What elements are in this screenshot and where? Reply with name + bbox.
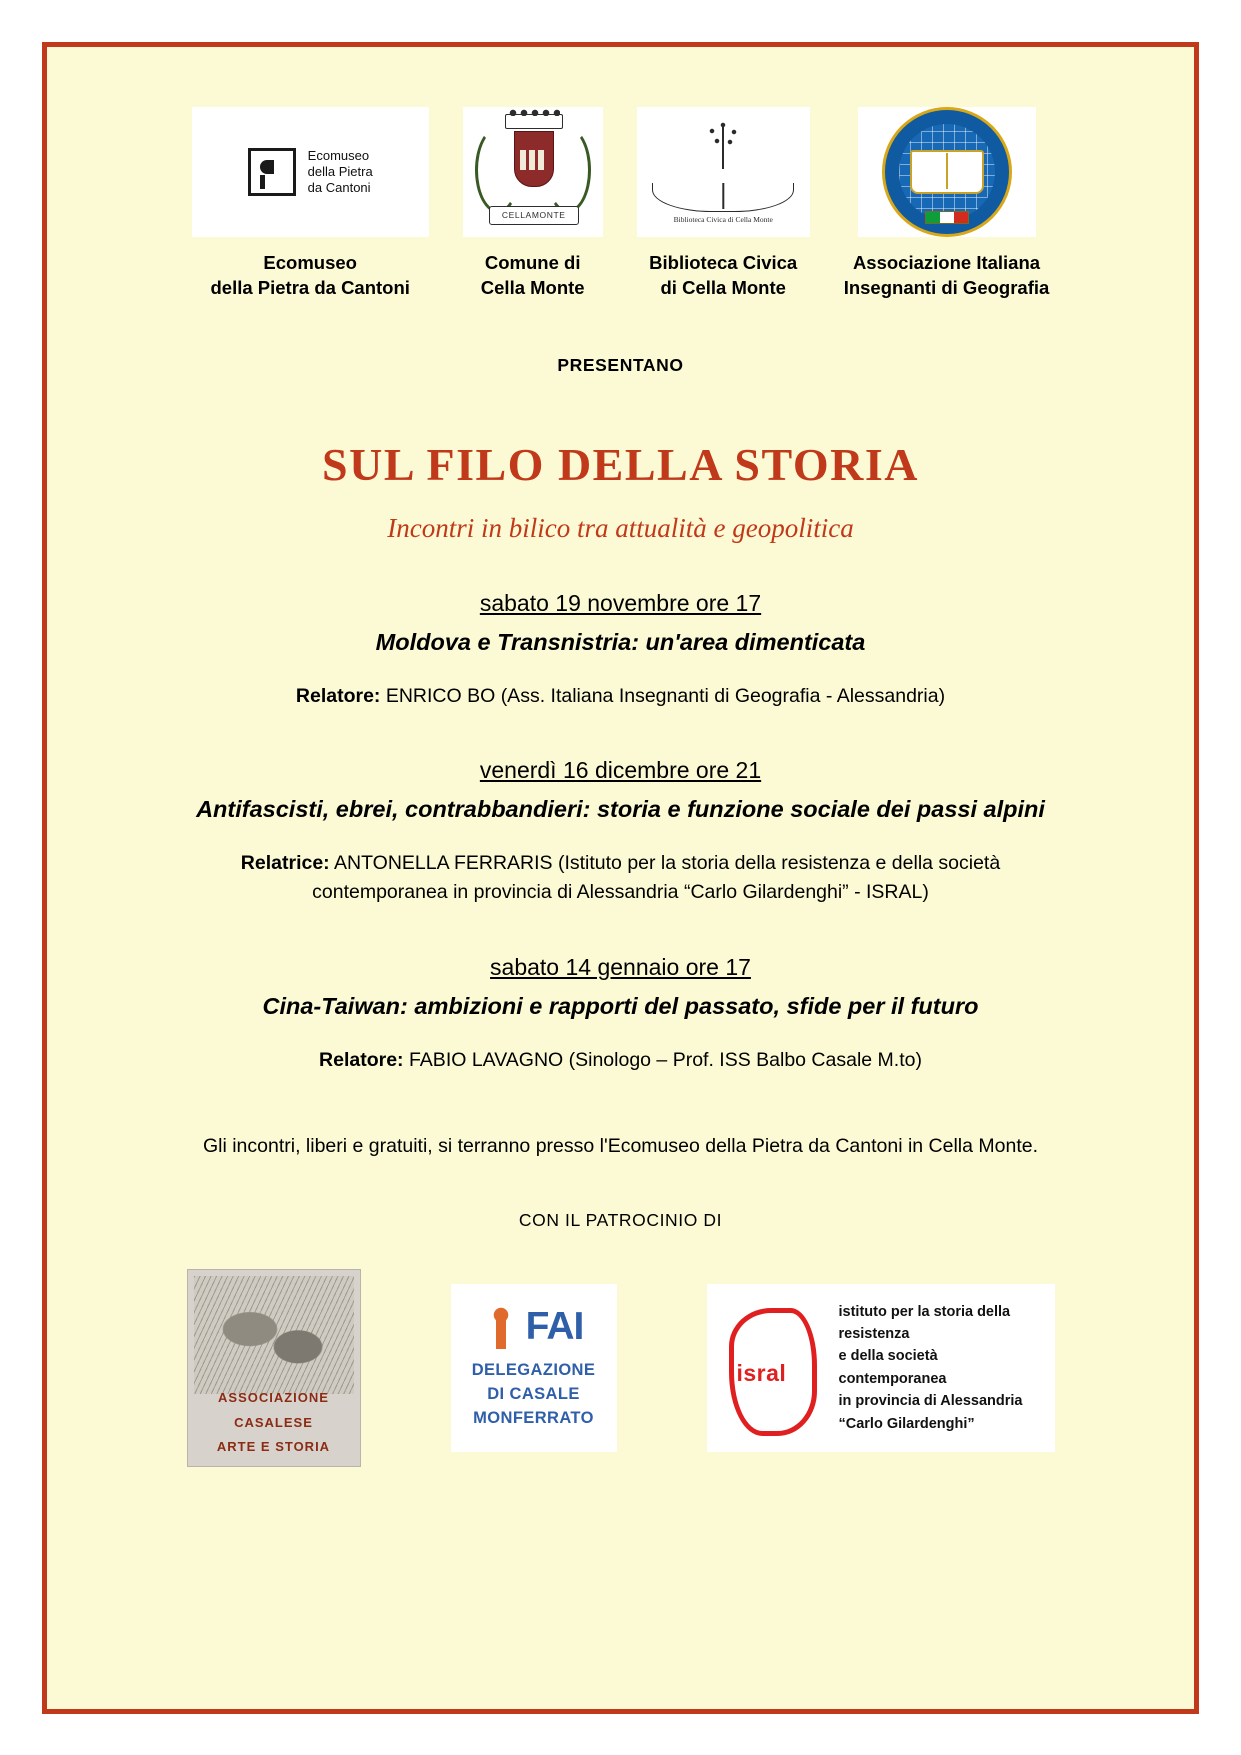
ecomuseo-logo-line3: da Cantoni [307, 180, 371, 196]
caption-line-2: Insegnanti di Geografia [843, 276, 1050, 298]
event-title: Antifascisti, ebrei, contrabbandieri: storia e funzione sociale dei passi alpini [196, 796, 1045, 823]
organizer-comune [463, 107, 603, 301]
italian-flag-icon [925, 211, 969, 224]
isral-text-line-1: istituto per la storia della resistenza [838, 1303, 1011, 1342]
presentano-label: PRESENTANO [557, 354, 684, 375]
ecomuseo-logo-icon [192, 107, 429, 237]
event-speaker-label: Relatore: [319, 1048, 404, 1071]
engraving-image [194, 1276, 354, 1394]
organizer-aiig [844, 107, 1050, 301]
isral-text-line-3: in provincia di Alessandria [838, 1393, 1023, 1410]
poster-title: SUL FILO DELLA STORIA [322, 438, 919, 490]
sponsor-logo-row [107, 1269, 1134, 1467]
caption-line-2: Cella Monte [480, 276, 585, 298]
fai-mark-icon [484, 1305, 518, 1349]
fai-wordmark: FAI [525, 1305, 584, 1349]
shield-icon [514, 131, 554, 187]
organizer-aiig-caption [844, 251, 1050, 301]
acas-line-2: CASALESE [234, 1414, 313, 1430]
caption-line-1: Biblioteca Civica [649, 252, 798, 273]
venue-note: Gli incontri, liberi e gratuiti, si terranno presso l'Ecomuseo della Pietra da Cantoni in Cella Monte. [202, 1134, 1039, 1157]
isral-wordmark: isral [736, 1359, 787, 1386]
event-item [107, 757, 1134, 908]
organizer-comune-caption [481, 251, 585, 301]
book-icon [910, 150, 984, 194]
event-date: sabato 19 novembre ore 17 [479, 589, 762, 616]
isral-logo-icon [707, 1284, 1055, 1452]
event-speaker [181, 1046, 1061, 1075]
event-item [107, 590, 1134, 711]
event-date: sabato 14 gennaio ore 17 [490, 953, 751, 980]
biblioteca-logo-icon [637, 107, 810, 237]
comune-coat-of-arms-icon [463, 107, 603, 237]
caption-line-2: della Pietra da Cantoni [210, 276, 410, 298]
caption-line-1: Comune di [484, 252, 581, 273]
event-speaker-text: FABIO LAVAGNO (Sinologo – Prof. ISS Balbo Casale M.to) [408, 1048, 922, 1071]
associazione-casalese-logo-icon [187, 1269, 361, 1467]
fai-sub-line-3: MONFERRATO [473, 1408, 594, 1427]
isral-text-line-4: “Carlo Gilardenghi” [838, 1415, 975, 1432]
ecomuseo-mark-icon [248, 148, 296, 196]
event-item [107, 954, 1134, 1075]
fai-sub-line-1: DELEGAZIONE [471, 1361, 596, 1380]
caption-line-1: Associazione Italiana [852, 252, 1041, 273]
caption-line-1: Ecomuseo [263, 252, 357, 273]
event-speaker-text: ENRICO BO (Ass. Italiana Insegnanti di Geografia - Alessandria) [385, 684, 946, 707]
event-speaker-label: Relatrice: [240, 852, 330, 875]
biblioteca-logo-label: Biblioteca Civica di Cella Monte [673, 214, 773, 224]
tree-icon [643, 121, 803, 183]
event-date: venerdì 16 dicembre ore 21 [479, 757, 762, 784]
caption-line-2: di Cella Monte [660, 276, 786, 298]
organizer-ecomuseo [192, 107, 429, 301]
open-book-icon [652, 183, 794, 212]
crown-icon [505, 114, 563, 129]
aiig-logo-icon [858, 107, 1036, 237]
ecomuseo-logo-line2: della Pietra [307, 163, 373, 179]
event-speaker-text: ANTONELLA FERRARIS (Istituto per la storia della resistenza e della società contemporanea in provincia di Alessandria “Carlo Gilardenghi” - ISRAL) [312, 852, 1001, 904]
organizer-biblioteca-caption [649, 251, 797, 301]
isral-text-line-2: e della società contemporanea [838, 1348, 947, 1387]
isral-mark-icon [721, 1304, 825, 1432]
acas-line-1: ASSOCIAZIONE [218, 1389, 329, 1405]
comune-ribbon-label: CELLAMONTE [489, 206, 579, 225]
event-speaker-label: Relatore: [295, 684, 381, 707]
acas-line-3: ARTE E STORIA [216, 1439, 331, 1455]
patrocinio-label: CON IL PATROCINIO DI [518, 1209, 723, 1230]
event-speaker [181, 682, 1061, 711]
poster-subtitle: Incontri in bilico tra attualità e geopolitica [387, 512, 854, 543]
poster [42, 42, 1199, 1714]
top-logo-row [107, 107, 1134, 301]
organizer-ecomuseo-caption [210, 251, 409, 301]
fai-sub-line-2: DI CASALE [487, 1384, 580, 1403]
event-title: Cina-Taiwan: ambizioni e rapporti del passato, sfide per il futuro [262, 992, 979, 1019]
event-speaker [181, 849, 1061, 908]
ecomuseo-logo-line1: Ecomuseo [307, 147, 370, 163]
organizer-biblioteca [637, 107, 810, 301]
event-title: Moldova e Transnistria: un'area dimenticata [375, 628, 866, 655]
fai-logo-icon [451, 1284, 617, 1452]
